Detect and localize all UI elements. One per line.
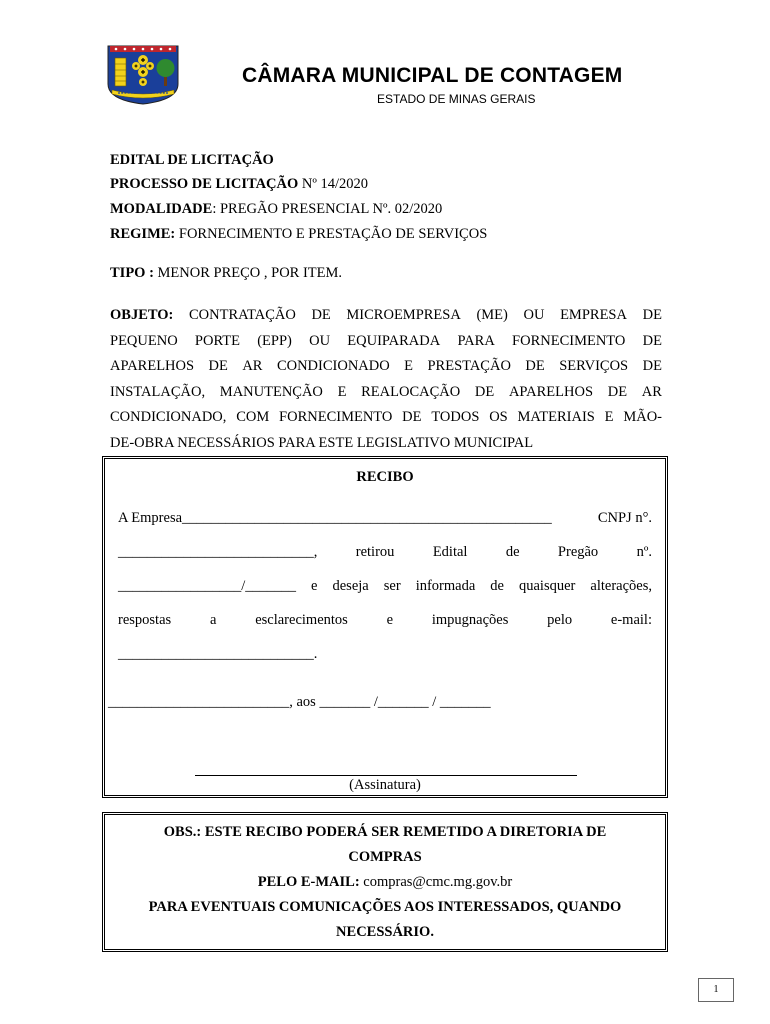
objeto-word: EQUIPARADA — [347, 332, 441, 349]
recibo-word: Edital — [432, 544, 468, 560]
page-title: CÂMARA MUNICIPAL DE CONTAGEM — [242, 64, 623, 87]
objeto-word: OU — [309, 332, 331, 349]
recibo-word: e-mail: — [610, 612, 652, 628]
obs-line-4: PARA EVENTUAIS COMUNICAÇÕES AOS INTERESSADOS, QUANDO — [148, 899, 622, 915]
tipo-line — [110, 264, 342, 282]
objeto-word: DE-OBRA NECESSÁRIOS PARA ESTE LEGISLATIVO MUNICIPAL — [110, 434, 534, 451]
objeto-line-1 — [110, 303, 662, 329]
recibo-word: retirou — [355, 544, 395, 560]
recibo-word: nº. — [636, 544, 652, 560]
recibo-word: esclarecimentos — [255, 612, 348, 628]
objeto-word: MICROEMPRESA — [346, 307, 461, 323]
objeto-word: (EPP) — [257, 332, 292, 349]
processo-line — [110, 175, 368, 193]
recibo-word: deseja — [332, 578, 369, 594]
regime-value: FORNECIMENTO E PRESTAÇÃO DE SERVIÇOS — [175, 226, 488, 242]
objeto-word: PRESTAÇÃO — [427, 358, 511, 374]
objeto-word: MANUTENÇÃO — [219, 383, 323, 400]
objeto-word: CONDICIONADO, — [110, 409, 227, 425]
processo-label: PROCESSO DE LICITAÇÃO — [110, 176, 299, 192]
empresa-field: A Empresa___________________________________________________ — [118, 510, 552, 526]
tipo-label: TIPO : — [110, 265, 154, 281]
objeto-word: FORNECIMENTO — [279, 409, 393, 425]
processo-value: Nº 14/2020 — [298, 176, 369, 192]
recibo-word: impugnações — [431, 612, 509, 628]
objeto-word: PEQUENO — [110, 332, 178, 349]
modalidade-label: MODALIDADE — [110, 201, 213, 217]
objeto-word: AR — [641, 383, 662, 400]
objeto-word: DE — [311, 307, 331, 323]
recibo-word: e — [386, 612, 394, 628]
recibo-word: ___________________________, — [118, 544, 318, 560]
recibo-word: e — [311, 578, 318, 594]
signature-label: (Assinatura) — [349, 777, 421, 793]
objeto-word: APARELHOS — [110, 358, 195, 374]
recibo-word: de — [505, 544, 520, 560]
objeto-word: DE — [208, 358, 228, 374]
objeto-word: OU — [523, 307, 545, 323]
objeto-word: E — [604, 409, 614, 425]
modalidade-line — [110, 200, 442, 218]
regime-label: REGIME: — [110, 226, 176, 242]
recibo-word: quaisquer — [519, 578, 576, 594]
objeto-line-2 — [110, 329, 662, 355]
recibo-row-deseja — [118, 578, 652, 595]
email-field: ___________________________. — [118, 646, 318, 662]
objeto-word: DE — [402, 409, 422, 425]
recibo-word: informada — [415, 578, 476, 594]
objeto-word: CONDICIONADO — [276, 358, 390, 374]
objeto-word: PARA — [457, 332, 495, 349]
objeto-line-6 — [110, 431, 662, 457]
recibo-row-respostas — [118, 612, 652, 629]
objeto-word: (ME) — [476, 307, 508, 323]
recibo-word: _________________/_______ — [118, 578, 297, 594]
objeto-line-5 — [110, 405, 662, 431]
recibo-word: pelo — [547, 612, 573, 628]
objeto-word: DE — [474, 383, 495, 400]
objeto-word: DE — [642, 332, 662, 349]
page-number: 1 — [698, 978, 734, 1002]
objeto-word: REALOCAÇÃO — [361, 383, 461, 400]
objeto-word: FORNECIMENTO — [512, 332, 626, 349]
modalidade-value: : PREGÃO PRESENCIAL Nº. 02/2020 — [212, 201, 443, 217]
date-line: _________________________, aos _______ /_______ / _______ — [108, 694, 491, 710]
recibo-word: a — [209, 612, 217, 628]
recibo-row-empresa — [118, 510, 652, 527]
edital-heading — [110, 151, 274, 169]
objeto-word: E — [337, 383, 347, 400]
recibo-word: Pregão — [557, 544, 599, 560]
objeto-word: SERVIÇOS — [559, 358, 629, 374]
objeto-line-4 — [110, 380, 662, 406]
recibo-row-retirou — [118, 544, 652, 561]
objeto-word: DE — [642, 358, 662, 374]
email-label: PELO E-MAIL: — [257, 874, 360, 890]
coat-of-arms-logo — [106, 44, 180, 106]
recibo-word: respostas — [118, 612, 172, 628]
email-address: compras@cmc.mg.gov.br — [359, 874, 513, 890]
objeto-word: MÃO- — [623, 409, 662, 425]
objeto-word: PORTE — [194, 332, 240, 349]
objeto-word: COM — [236, 409, 270, 425]
objeto-word: AR — [242, 358, 263, 374]
objeto-word: DE — [607, 383, 628, 400]
objeto-line-3 — [110, 354, 662, 380]
objeto-word: TODOS — [431, 409, 480, 425]
cnpj-label: CNPJ n°. — [597, 510, 652, 526]
recibo-word: ser — [383, 578, 401, 594]
obs-line-5: NECESSÁRIO. — [336, 924, 434, 940]
tipo-value: MENOR PREÇO , POR ITEM. — [153, 265, 343, 281]
objeto-word: EMPRESA — [560, 307, 627, 323]
regime-line — [110, 225, 487, 243]
objeto-word: OS — [489, 409, 508, 425]
objeto-paragraph — [110, 303, 662, 456]
obs-email-line — [102, 874, 668, 891]
page-subtitle: ESTADO DE MINAS GERAIS — [377, 92, 536, 106]
objeto-word: APARELHOS — [508, 383, 594, 400]
objeto-word: E — [404, 358, 414, 374]
objeto-word: DE — [525, 358, 545, 374]
edital-label: EDITAL DE LICITAÇÃO — [110, 152, 274, 168]
objeto-word: DE — [642, 307, 662, 323]
obs-line-2: COMPRAS — [348, 849, 422, 865]
obs-line-1: OBS.: ESTE RECIBO PODERÁ SER REMETIDO A DIRETORIA DE — [163, 824, 607, 840]
recibo-title: RECIBO — [356, 469, 414, 485]
objeto-word: MATERIAIS — [517, 409, 595, 425]
objeto-label: OBJETO: — [110, 307, 174, 323]
objeto-word: INSTALAÇÃO, — [110, 383, 206, 400]
signature-line — [195, 775, 577, 776]
objeto-word: CONTRATAÇÃO — [189, 307, 296, 323]
recibo-word: de — [490, 578, 504, 594]
recibo-word: alterações, — [590, 578, 652, 594]
